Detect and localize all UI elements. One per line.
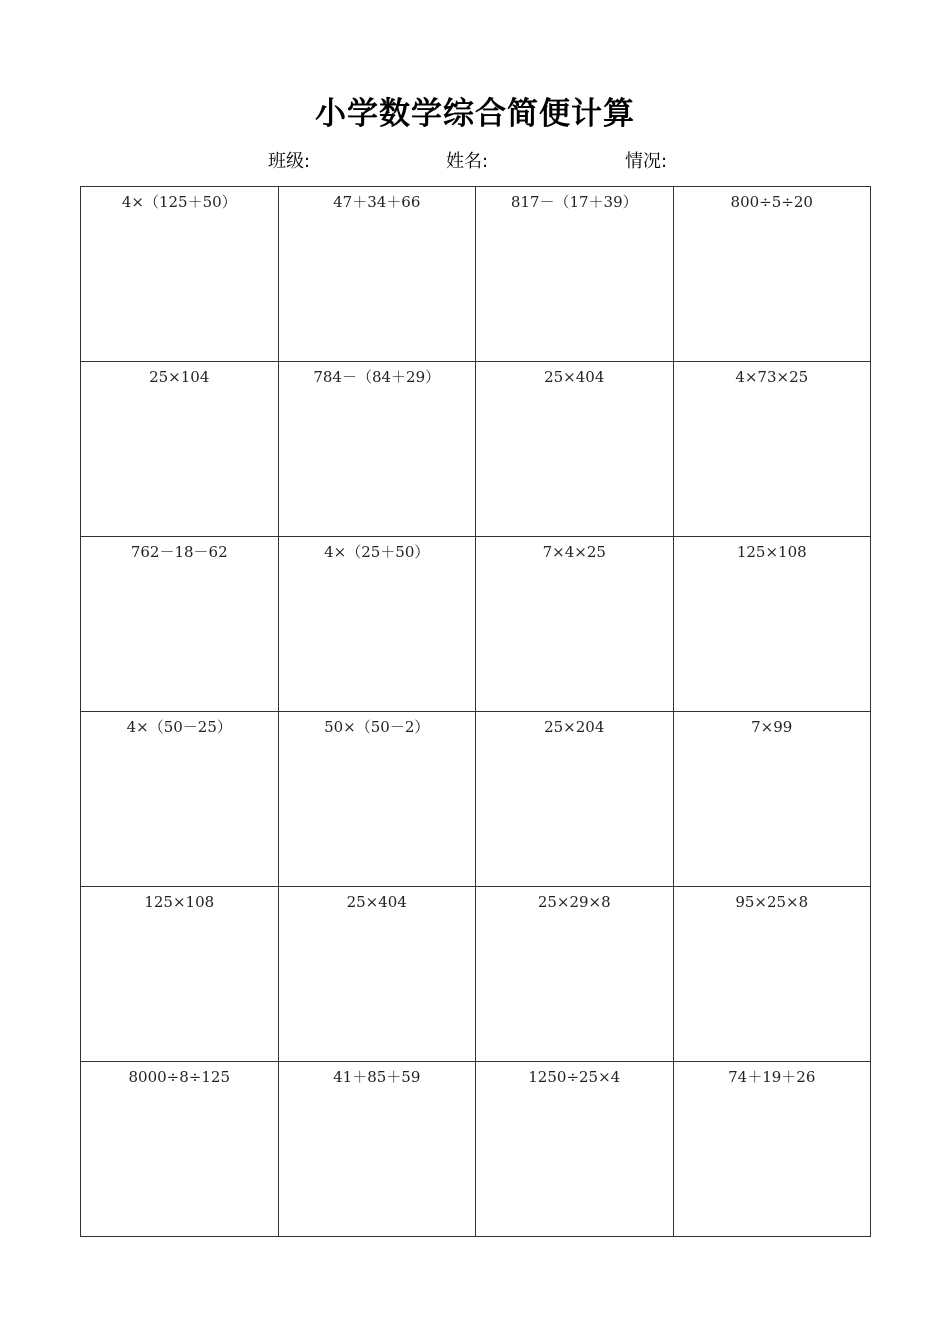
problem-cell: 4×（50－25）	[81, 712, 279, 887]
class-label: 班级:	[268, 151, 311, 172]
problem-cell: 800÷5÷20	[673, 187, 871, 362]
name-label: 姓名:	[446, 151, 489, 172]
problem-cell: 1250÷25×4	[476, 1062, 674, 1237]
problem-row	[81, 887, 871, 1062]
student-info-row	[0, 148, 950, 176]
page-title: 小学数学综合简便计算	[315, 96, 635, 132]
problem-cell: 7×99	[673, 712, 871, 887]
problem-cell: 4×73×25	[673, 362, 871, 537]
problem-cell: 8000÷8÷125	[81, 1062, 279, 1237]
problem-cell: 95×25×8	[673, 887, 871, 1062]
problem-cell: 47＋34＋66	[278, 187, 476, 362]
problem-cell: 762－18－62	[81, 537, 279, 712]
problem-cell: 125×108	[81, 887, 279, 1062]
problem-row	[81, 187, 871, 362]
problem-cell: 74＋19＋26	[673, 1062, 871, 1237]
problem-row	[81, 537, 871, 712]
problem-cell: 7×4×25	[476, 537, 674, 712]
problem-cell: 25×404	[278, 887, 476, 1062]
problem-cell: 25×104	[81, 362, 279, 537]
problem-cell: 4×（25＋50）	[278, 537, 476, 712]
problem-row	[81, 712, 871, 887]
problem-cell: 25×29×8	[476, 887, 674, 1062]
problem-cell: 25×204	[476, 712, 674, 887]
problem-cell: 50×（50－2）	[278, 712, 476, 887]
problem-cell: 4×（125＋50）	[81, 187, 279, 362]
problem-cell: 817－（17＋39）	[476, 187, 674, 362]
problem-grid	[80, 186, 871, 1237]
problem-cell: 41＋85＋59	[278, 1062, 476, 1237]
problem-cell: 125×108	[673, 537, 871, 712]
problem-row	[81, 362, 871, 537]
problem-cell: 784－（84＋29）	[278, 362, 476, 537]
problem-row	[81, 1062, 871, 1237]
status-label: 情况:	[625, 151, 668, 172]
problem-cell: 25×404	[476, 362, 674, 537]
